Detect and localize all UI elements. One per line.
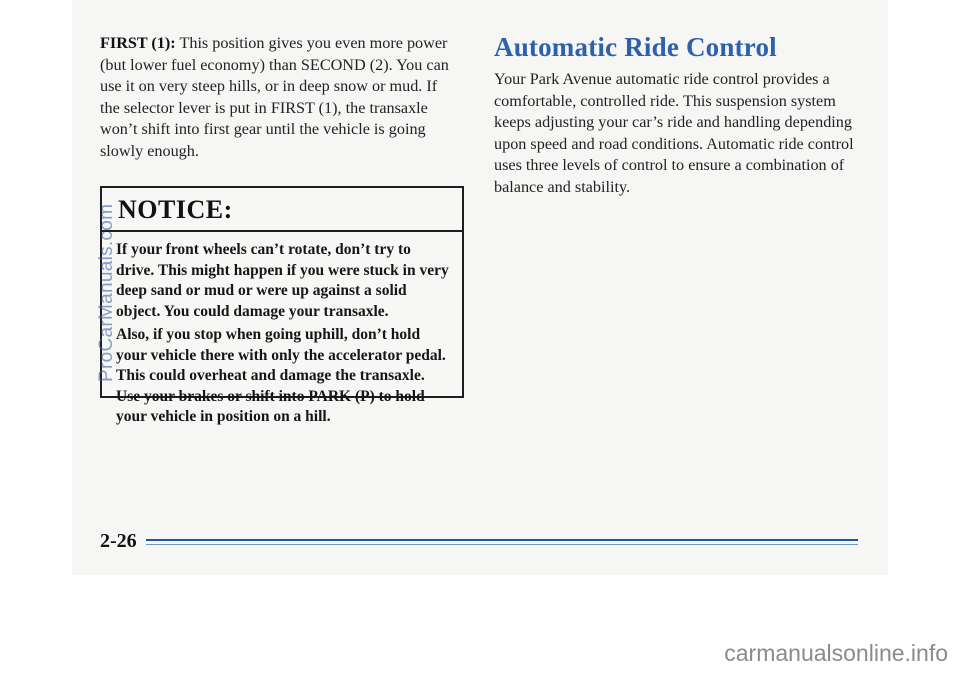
ride-control-paragraph: Your Park Avenue automatic ride control provides a comfortable, controlled ride. This suspension system keeps adjusting your car’s ride and handling depending upon speed and road conditions. Automatic ride control uses three levels of control to ensure a combination of balance and stability. [494,70,854,196]
first-gear-paragraph [100,33,460,162]
ride-control-section [494,33,864,198]
first-gear-section [100,33,460,162]
section-title: Automatic Ride Control [494,32,777,62]
footer-rule [146,539,858,541]
notice-paragraph-1: If your front wheels can’t rotate, don’t try to drive. This might happen if you were stuck in very deep sand or mud or were up against a solid object. You could damage your transaxle. [116,241,449,320]
notice-heading: NOTICE: [102,188,462,232]
bottom-watermark: carmanualsonline.info [724,640,948,666]
footer-rule-thin [146,544,858,545]
first-gear-text: This position gives you even more power (but lower fuel economy) than SECOND (2). You can use it on very steep hills, or in deep snow or mud. If the selector lever is put in FIRST (1), the transaxle won’t shift into first gear until the vehicle is going slowly enough. [100,34,449,160]
notice-paragraph-2: Also, if you stop when going uphill, don’t hold your vehicle there with only the accelerator pedal. This could overheat and damage the transaxle. Use your brakes or shift into PARK (P) to hold your vehicle in position on a hill. [116,326,446,425]
notice-body [102,232,462,428]
first-gear-label: FIRST (1): [100,34,176,52]
notice-box [100,186,464,425]
page-number: 2-26 [100,530,137,552]
side-watermark: ProCarManuals.com [96,203,117,382]
